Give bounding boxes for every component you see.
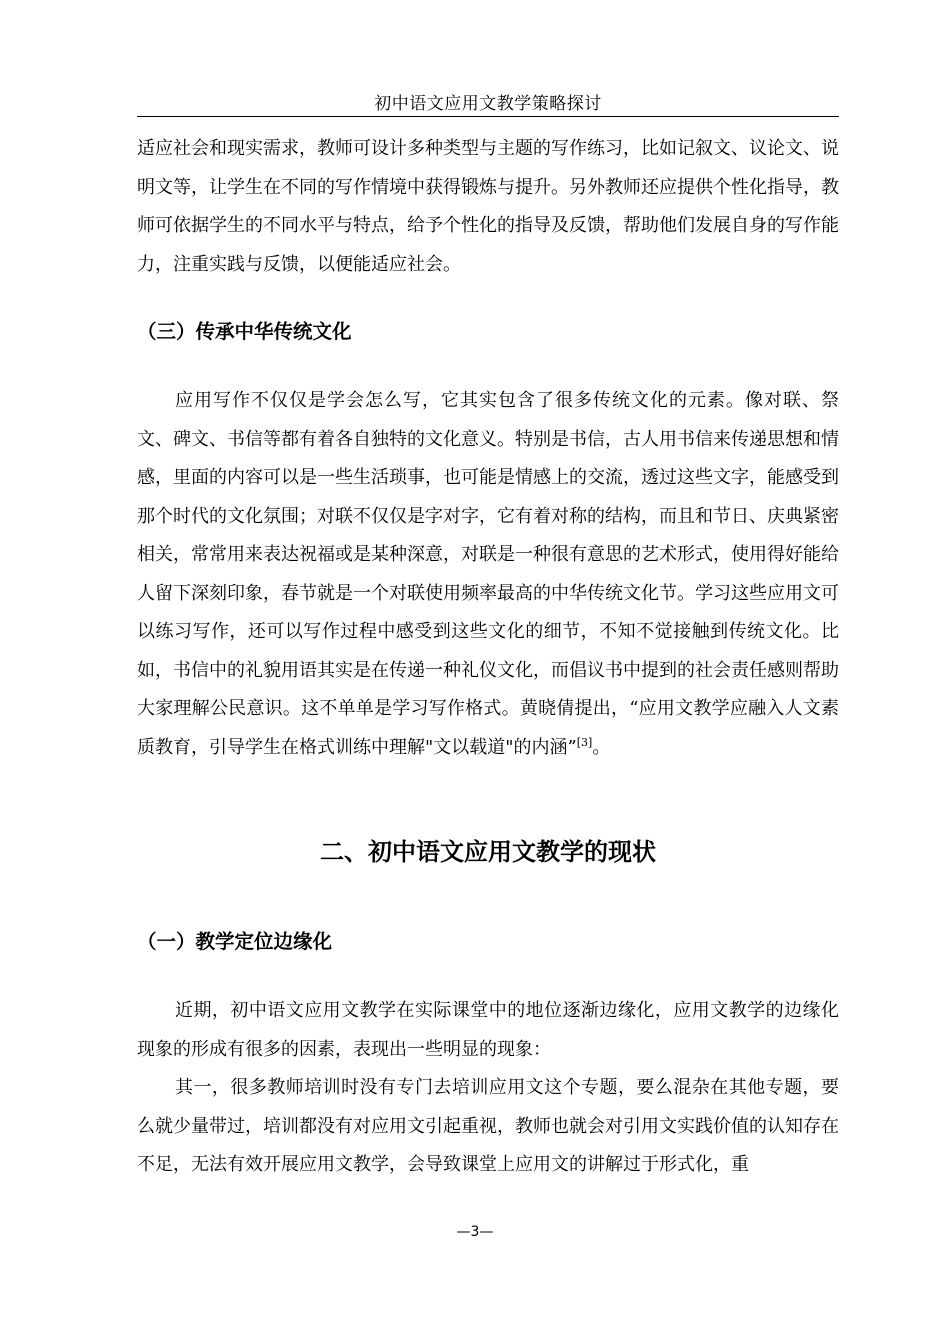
- culture-paragraph-end: 。: [592, 736, 611, 758]
- culture-paragraph-text: 应用写作不仅仅是学会怎么写，它其实包含了很多传统文化的元素。像对联、祭文、碑文、书信等都有着各自独特的文化意义。特别是书信，古人用书信来传递思想和情感，里面的内容可以是一些生活琐事，也可能是情感上的交流，透过这些文字，能感受到那个时代的文化氛围；对联不仅仅是字对字，它有着对称的结构，而且和节日、庆典紧密相关，常常用来表达祝福或是某种深意，对联是一种很有意思的艺术形式，使用得好能给人留下深刻印象，春节就是一个对联使用频率最高的中华传统文化节。学习这些应用文可以练习写作，还可以写作过程中感受到这些文化的细节，不知不觉接触到传统文化。比如，书信中的礼貌用语其实是在传递一种礼仪文化，而倡议书中提到的社会责任感则帮助大家理解公民意识。这不单单是学习写作格式。黄晓倩提出，“应用文教学应融入人文素质教育，引导学生在格式训练中理解"文以载道"的内涵”: [137, 390, 839, 758]
- page-number: —3—: [456, 1224, 494, 1240]
- intro-paragraph: 适应社会和现实需求，教师可设计多种类型与主题的写作练习，比如记叙文、议论文、说明文等，让学生在不同的写作情境中获得锻炼与提升。另外教师还应提供个性化指导，教师可依据学生的不同水平与特点，给予个性化的指导及反馈，帮助他们发展自身的写作能力，注重实践与反馈，以便能适应社会。: [137, 138, 839, 275]
- header-divider: [137, 116, 839, 117]
- section-heading-inherit-culture: （三）传承中华传统文化: [137, 320, 352, 343]
- culture-paragraph: [137, 382, 839, 767]
- status-paragraph-2: 其一，很多教师培训时没有专门去培训应用文这个专题，要么混杂在其他专题，要么就少量带过，培训都没有对应用文引起重视，教师也就会对引用文实践价值的认知存在不足，无法有效开展应用文教学，会导致课堂上应用文的讲解过于形式化，重: [137, 1077, 839, 1175]
- chapter-heading: 二、初中语文应用文教学的现状: [320, 838, 656, 866]
- citation-reference: [3]: [576, 735, 593, 749]
- running-header: 初中语文应用文教学策略探讨: [374, 94, 602, 114]
- status-paragraph-1: 近期，初中语文应用文教学在实际课堂中的地位逐渐边缘化，应用文教学的边缘化现象的形成有很多的因素，表现出一些明显的现象：: [137, 1000, 839, 1060]
- section-heading-marginalization: （一）教学定位边缘化: [137, 930, 333, 953]
